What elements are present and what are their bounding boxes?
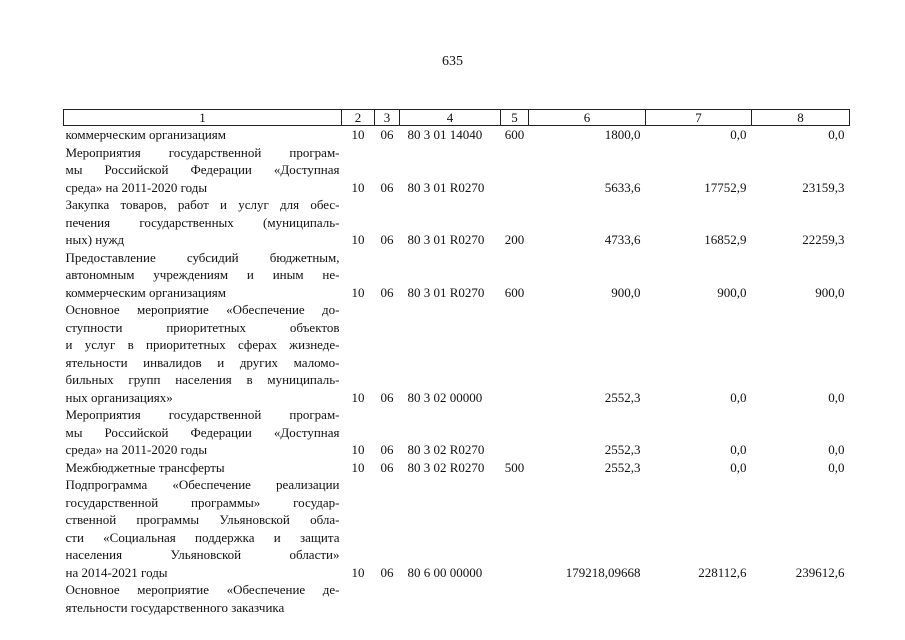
column-header-7: 7 [646,110,752,126]
description-line: мы Российской Федерации «Доступная [65,162,340,177]
row-description [64,144,342,197]
description-line: Мероприятия государственной програм- [65,144,340,160]
expense-type-code: 500 [504,459,525,475]
description-line: и услуг в приоритетных сферах жизнеде- [65,337,340,352]
description-line: ных) нужд [65,232,125,247]
subsection-code: 06 [380,459,394,475]
description-line: сти «Социальная поддержка и защита [65,529,340,545]
amount-col-7: 900,0 [717,284,747,300]
description-line: населения Ульяновской области» [65,547,340,562]
column-header-1: 1 [64,110,342,126]
subsection-code: 06 [380,127,394,142]
description-line: на 2014-2021 годы [65,564,168,580]
row-description [64,459,342,477]
column-header-6: 6 [529,110,646,126]
amount-col-8: 22259,3 [802,232,845,247]
description-line: Межбюджетные трансферты [65,459,225,475]
description-line: мы Российской Федерации «Доступная [65,424,340,440]
table-row [64,196,850,249]
amount-col-8: 0,0 [828,389,845,405]
expense-type-code [501,144,529,197]
section-code: 10 [351,564,365,580]
description-line: Подпрограмма «Обеспечение реализации [65,477,340,492]
amount-col-7 [646,581,752,616]
subsection-code [375,581,400,616]
row-description [64,301,342,406]
amount-col-6: 2552,3 [604,442,641,457]
expense-type-code: 600 [504,284,525,300]
description-line: Предоставление субсидий бюджетным, [65,249,340,265]
amount-col-6: 4733,6 [604,232,641,247]
target-article-code: 80 3 01 R0270 [407,284,485,300]
column-header-3: 3 [375,110,400,126]
section-code: 10 [351,284,365,300]
expense-type-code: 200 [504,232,525,247]
amount-col-7: 0,0 [730,127,747,142]
section-code: 10 [351,442,365,457]
amount-col-6: 2552,3 [604,389,641,405]
amount-col-6: 2552,3 [604,459,641,475]
subsection-code: 06 [380,232,394,247]
row-description [64,196,342,249]
column-header-2: 2 [342,110,375,126]
amount-col-6: 179218,09668 [565,564,641,580]
row-description [64,581,342,616]
table-row [64,249,850,302]
target-article-code: 80 3 02 R0270 [407,459,485,475]
expense-type-code [501,406,529,459]
table-row [64,476,850,581]
expense-type-code: 600 [504,127,525,142]
amount-col-6: 5633,6 [604,179,641,195]
amount-col-7: 0,0 [730,389,747,405]
table-row [64,459,850,477]
section-code: 10 [351,127,365,142]
description-line: Закупка товаров, работ и услуг для обес- [65,197,340,212]
target-article-code: 80 3 02 00000 [407,389,483,405]
section-code [342,581,375,616]
column-header-8: 8 [752,110,850,126]
description-line: бильных групп населения в муниципаль- [65,372,340,387]
table-row [64,301,850,406]
expense-type-code [501,476,529,581]
amount-col-6 [529,581,646,616]
amount-col-6: 1800,0 [604,127,641,142]
page-number: 635 [442,54,463,69]
description-line: коммерческим организациям [65,284,227,300]
section-code: 10 [351,179,365,195]
amount-col-7: 0,0 [730,442,747,457]
row-description [64,126,342,144]
description-line: ступности приоритетных объектов [65,319,340,335]
amount-col-8: 900,0 [815,284,845,300]
amount-col-8 [752,581,850,616]
expense-type-code [501,301,529,406]
amount-col-6: 900,0 [611,284,641,300]
target-article-code: 80 3 02 R0270 [407,442,485,457]
amount-col-8: 23159,3 [802,179,845,195]
table-row [64,126,850,144]
subsection-code: 06 [380,179,394,195]
target-article-code: 80 6 00 00000 [407,564,483,580]
budget-table [63,109,850,616]
table-row [64,144,850,197]
description-line: ятельности инвалидов и других маломо- [65,354,340,370]
target-article-code [400,581,501,616]
amount-col-8: 239612,6 [795,564,845,580]
amount-col-8: 0,0 [828,442,845,457]
amount-col-8: 0,0 [828,459,845,475]
section-code: 10 [351,389,365,405]
section-code: 10 [351,232,365,247]
row-description [64,249,342,302]
description-line: коммерческим организациям [65,127,227,142]
table-header-row [64,110,850,126]
column-header-5: 5 [501,110,529,126]
subsection-code: 06 [380,284,394,300]
description-line: Основное мероприятие «Обеспечение до- [65,302,340,317]
amount-col-7: 0,0 [730,459,747,475]
subsection-code: 06 [380,564,394,580]
description-line: ных организациях» [65,389,173,405]
amount-col-8: 0,0 [828,127,845,142]
table-body [64,126,850,617]
amount-col-7: 16852,9 [704,232,747,247]
description-line: печения государственных (муниципаль- [65,214,340,230]
description-line: Основное мероприятие «Обеспечение де- [65,582,340,597]
expense-type-code [501,581,529,616]
target-article-code: 80 3 01 14040 [407,127,483,142]
row-description [64,476,342,581]
target-article-code: 80 3 01 R0270 [407,232,485,247]
description-line: ственной программы Ульяновской обла- [65,512,340,527]
row-description [64,406,342,459]
section-code: 10 [351,459,365,475]
description-line: ятельности государственного заказчика [65,599,285,615]
table-row [64,406,850,459]
description-line: государственной программы» государ- [65,494,340,510]
subsection-code: 06 [380,389,394,405]
description-line: Мероприятия государственной програм- [65,407,340,422]
description-line: среда» на 2011-2020 годы [65,442,208,457]
description-line: среда» на 2011-2020 годы [65,179,208,195]
amount-col-7: 17752,9 [704,179,747,195]
description-line: автономным учреждениям и иным не- [65,267,340,282]
table-row [64,581,850,616]
amount-col-7: 228112,6 [698,564,747,580]
target-article-code: 80 3 01 R0270 [407,179,485,195]
column-header-4: 4 [400,110,501,126]
subsection-code: 06 [380,442,394,457]
